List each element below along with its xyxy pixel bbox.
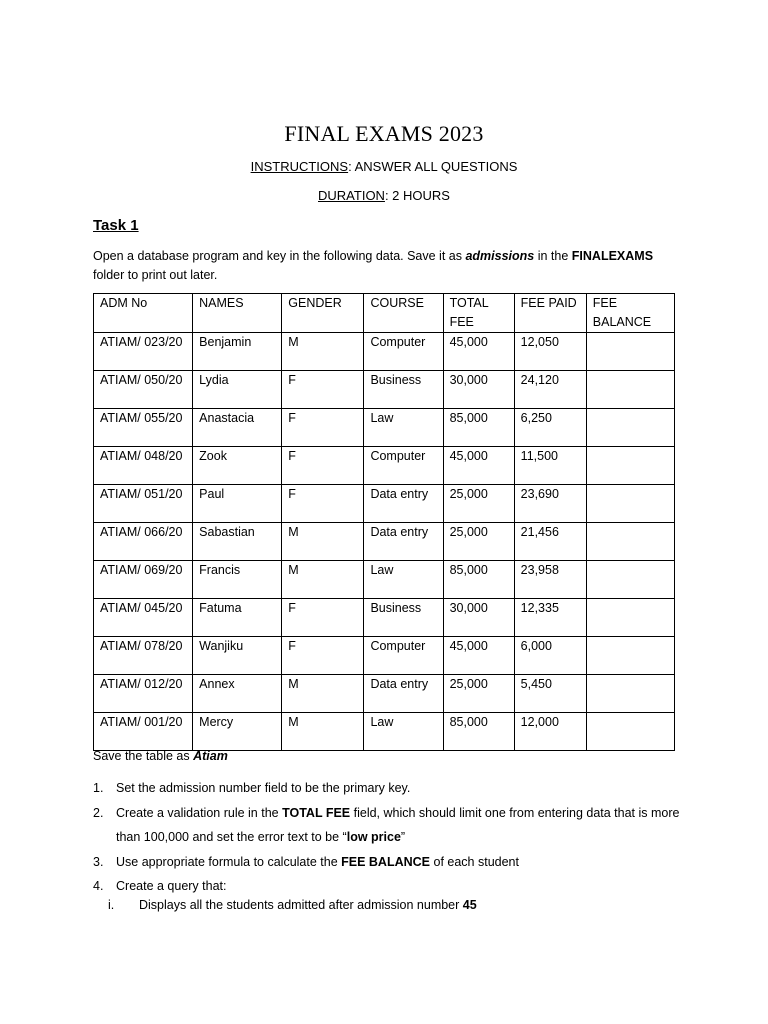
intro-text: in the <box>534 249 572 263</box>
table-cell: Business <box>364 371 443 409</box>
table-cell: 11,500 <box>514 447 586 485</box>
admissions-table <box>93 293 675 751</box>
table-cell: 21,456 <box>514 523 586 561</box>
table-cell: Law <box>364 713 443 751</box>
table-cell: M <box>282 333 364 371</box>
column-header: FEE PAID <box>514 294 586 333</box>
question-text: field, which should limit one from entering data that is more than 100,000 and set the error text to be “ <box>116 805 680 844</box>
table-cell: 24,120 <box>514 371 586 409</box>
table-cell: 5,450 <box>514 675 586 713</box>
table-cell: 85,000 <box>443 713 514 751</box>
table-row <box>94 409 675 447</box>
table-cell: Benjamin <box>193 333 282 371</box>
table-cell: Business <box>364 599 443 637</box>
instructions-line <box>0 159 768 174</box>
column-header: TOTAL FEE <box>443 294 514 333</box>
question-number: 3. <box>93 854 104 869</box>
table-cell: ATIAM/ 045/20 <box>94 599 193 637</box>
question-number: 1. <box>93 781 104 795</box>
sub-question-number: i. <box>108 898 115 912</box>
table-cell: Law <box>364 409 443 447</box>
table-cell: M <box>282 675 364 713</box>
table-row <box>94 371 675 409</box>
question-list <box>93 776 683 899</box>
question-text: Create a query that: <box>116 879 227 893</box>
table-cell: M <box>282 561 364 599</box>
table-cell <box>586 409 674 447</box>
table-cell: 45,000 <box>443 333 514 371</box>
table-cell: ATIAM/ 078/20 <box>94 637 193 675</box>
table-cell <box>586 333 674 371</box>
intro-text: Open a database program and key in the following data. Save it as <box>93 249 466 263</box>
table-cell: Lydia <box>193 371 282 409</box>
table-cell: Sabastian <box>193 523 282 561</box>
save-note-text: Save the table as <box>93 749 194 763</box>
table-cell: F <box>282 447 364 485</box>
table-header-row <box>94 294 675 333</box>
table-cell: Wanjiku <box>193 637 282 675</box>
table-cell: ATIAM/ 012/20 <box>94 675 193 713</box>
question-text: Set the admission number field to be the primary key. <box>116 781 411 795</box>
table-row <box>94 713 675 751</box>
table-cell: Mercy <box>193 713 282 751</box>
table-cell: ATIAM/ 069/20 <box>94 561 193 599</box>
table-cell: Francis <box>193 561 282 599</box>
table-cell <box>586 713 674 751</box>
sub-question-text: Displays all the students admitted after admission number <box>139 898 463 912</box>
column-header: NAMES <box>193 294 282 333</box>
table-cell: F <box>282 409 364 447</box>
intro-text: folder to print out later. <box>93 267 218 282</box>
question-text: ” <box>400 830 406 844</box>
question-text: of each student <box>430 854 519 869</box>
table-cell: Computer <box>364 333 443 371</box>
task-heading: Task 1 <box>93 217 139 234</box>
table-cell: ATIAM/ 050/20 <box>94 371 193 409</box>
table-cell: 45,000 <box>443 447 514 485</box>
table-cell: 12,000 <box>514 713 586 751</box>
table-cell: ATIAM/ 048/20 <box>94 447 193 485</box>
table-cell: 85,000 <box>443 409 514 447</box>
question-item <box>93 874 683 899</box>
table-row <box>94 637 675 675</box>
table-cell: 6,000 <box>514 637 586 675</box>
table-cell <box>586 599 674 637</box>
table-cell: Law <box>364 561 443 599</box>
table-cell: F <box>282 485 364 523</box>
question-number: 4. <box>93 879 104 893</box>
sub-question <box>108 898 477 912</box>
table-row <box>94 599 675 637</box>
table-cell: F <box>282 371 364 409</box>
table-row <box>94 523 675 561</box>
question-emphasis: TOTAL FEE <box>282 805 351 820</box>
table-cell: Computer <box>364 637 443 675</box>
table-cell: 6,250 <box>514 409 586 447</box>
table-row <box>94 561 675 599</box>
task-intro <box>93 247 683 284</box>
page-title: FINAL EXAMS 2023 <box>284 121 484 146</box>
table-cell <box>586 371 674 409</box>
question-emphasis: FEE BALANCE <box>341 854 431 869</box>
table-cell <box>586 637 674 675</box>
table-cell: Data entry <box>364 523 443 561</box>
question-item <box>93 776 683 801</box>
table-cell: ATIAM/ 001/20 <box>94 713 193 751</box>
table-cell: ATIAM/ 066/20 <box>94 523 193 561</box>
column-header: ADM No <box>94 294 193 333</box>
table-cell: F <box>282 599 364 637</box>
table-cell <box>586 485 674 523</box>
table-cell <box>586 447 674 485</box>
intro-folder: FINALEXAMS <box>571 249 654 263</box>
table-cell: 23,958 <box>514 561 586 599</box>
table-cell: M <box>282 713 364 751</box>
table-cell: 25,000 <box>443 485 514 523</box>
instructions-label: INSTRUCTIONS <box>250 159 349 174</box>
table-cell: Computer <box>364 447 443 485</box>
table-cell: Fatuma <box>193 599 282 637</box>
table-cell: ATIAM/ 055/20 <box>94 409 193 447</box>
table-cell: Data entry <box>364 675 443 713</box>
table-cell: Paul <box>193 485 282 523</box>
table-cell: 25,000 <box>443 523 514 561</box>
save-note-table-name: Atiam <box>193 749 228 763</box>
table-cell: 12,050 <box>514 333 586 371</box>
table-cell: 30,000 <box>443 371 514 409</box>
table-cell: Data entry <box>364 485 443 523</box>
table-cell: M <box>282 523 364 561</box>
table-cell: Anastacia <box>193 409 282 447</box>
table-cell: 25,000 <box>443 675 514 713</box>
table-cell: Zook <box>193 447 282 485</box>
question-number: 2. <box>93 805 104 820</box>
question-emphasis: low price <box>346 830 401 844</box>
table-cell: ATIAM/ 023/20 <box>94 333 193 371</box>
table-cell <box>586 523 674 561</box>
table-cell: 12,335 <box>514 599 586 637</box>
table-cell: 85,000 <box>443 561 514 599</box>
table-cell: 30,000 <box>443 599 514 637</box>
duration-label: DURATION <box>318 188 385 203</box>
table-row <box>94 333 675 371</box>
duration-text: : 2 HOURS <box>384 188 450 203</box>
table-cell: F <box>282 637 364 675</box>
table-row <box>94 447 675 485</box>
table-cell <box>586 675 674 713</box>
table-row <box>94 485 675 523</box>
question-item <box>93 801 683 850</box>
question-text: Create a validation rule in the <box>116 805 283 820</box>
column-header: GENDER <box>282 294 364 333</box>
intro-filename: admissions <box>465 249 535 263</box>
table-cell: 23,690 <box>514 485 586 523</box>
column-header: FEE BALANCE <box>586 294 674 333</box>
save-note <box>93 749 228 763</box>
table-cell: 45,000 <box>443 637 514 675</box>
column-header: COURSE <box>364 294 443 333</box>
duration-line <box>0 188 768 203</box>
table-row <box>94 675 675 713</box>
instructions-text: : ANSWER ALL QUESTIONS <box>348 159 518 174</box>
table-cell: Annex <box>193 675 282 713</box>
question-text: Use appropriate formula to calculate the <box>116 854 342 869</box>
table-cell: ATIAM/ 051/20 <box>94 485 193 523</box>
question-item <box>93 850 683 875</box>
sub-question-bold: 45 <box>462 898 477 912</box>
table-cell <box>586 561 674 599</box>
